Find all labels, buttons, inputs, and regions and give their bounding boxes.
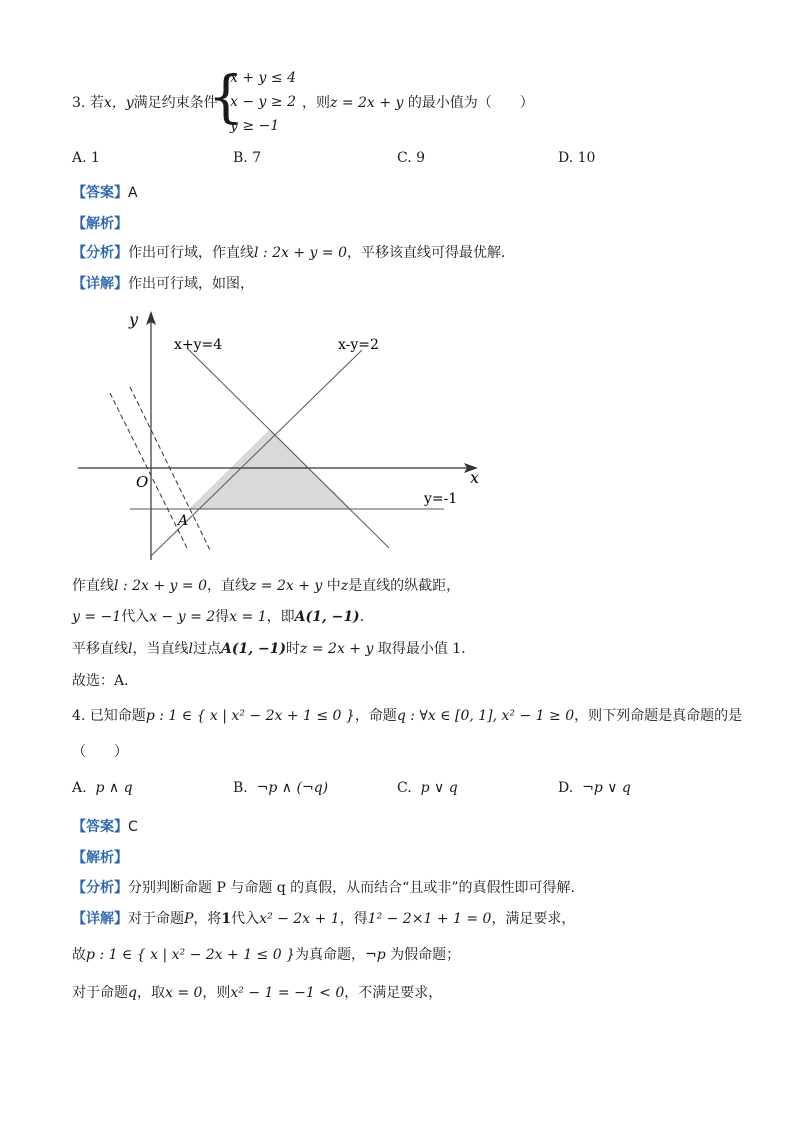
- q4-stem: 4. 已知命题p : 1 ∈ { x | x² − 2x + 1 ≤ 0 }，命题q : ∀x ∈ [0, 1], x² − 1 ≥ 0，则下列命题是真命题的是: [72, 708, 743, 724]
- q3-fenxi: 【分析】作出可行域，作直线l : 2x + y = 0，平移该直线可得最优解．: [72, 245, 515, 261]
- q4-option-a[interactable]: A. p ∧ q: [72, 780, 133, 796]
- constraint-2: x − y ≥ 2: [230, 94, 296, 110]
- q4-paren: （ ）: [72, 744, 128, 760]
- q3-xiangjie: 【详解】作出可行域，如图，: [72, 276, 254, 292]
- option-a[interactable]: A. 1: [72, 150, 100, 166]
- q3-analysis-heading: 【解析】: [72, 216, 128, 232]
- line-x-plus-y-4: [187, 348, 389, 548]
- line1-label: x+y=4: [174, 337, 223, 353]
- y-axis-label: y: [129, 310, 139, 329]
- line2-label: x-y=2: [338, 337, 379, 353]
- option-d[interactable]: D. 10: [558, 150, 596, 166]
- feasible-region-graph: [72, 305, 492, 565]
- constraint-3: y ≥ −1: [230, 118, 280, 134]
- dashed-line-l: [110, 393, 188, 550]
- q4-option-b[interactable]: B. ¬p ∧ (¬q): [233, 780, 329, 796]
- q4-detail-line-2: 故p : 1 ∈ { x | x² − 2x + 1 ≤ 0 }为真命题，¬p 为假命题；: [72, 947, 461, 963]
- q3-stem-tail: ，则z = 2x + y 的最小值为（ ）: [302, 95, 534, 111]
- q4-fenxi: 【分析】分别判断命题 P 与命题 q 的真假，从而结合“且或非”的真假性即可得解.: [72, 880, 575, 896]
- option-c[interactable]: C. 9: [397, 150, 426, 166]
- q3-answer: 【答案】A: [72, 185, 138, 201]
- q4-xiangjie: 【详解】对于命题P，将1代入x² − 2x + 1，得1² − 2×1 + 1 = 0，满足要求，: [72, 911, 576, 927]
- q4-analysis-heading: 【解析】: [72, 850, 128, 866]
- q4-answer: 【答案】C: [72, 819, 138, 835]
- q4-option-c[interactable]: C. p ∨ q: [397, 780, 458, 796]
- constraint-1: x + y ≤ 4: [230, 70, 296, 86]
- q3-detail-line-3: 平移直线l，当直线l过点A(1, −1)时z = 2x + y 取得最小值 1．: [72, 641, 476, 657]
- q4-detail-line-3: 对于命题q，取x = 0，则x² − 1 = −1 < 0，不满足要求，: [72, 985, 443, 1001]
- line3-label: y=-1: [424, 491, 458, 507]
- option-b[interactable]: B. 7: [233, 150, 262, 166]
- question-number: 3.: [72, 95, 86, 111]
- feasible-region: [189, 429, 351, 509]
- x-axis-label: x: [470, 468, 480, 487]
- q3-choice: 故选：A．: [72, 673, 139, 689]
- question-number: 4.: [72, 708, 86, 724]
- q3-detail-line-2: y = −1代入x − y = 2得x = 1，即A(1, −1)．: [72, 609, 374, 625]
- origin-label: O: [136, 473, 149, 491]
- constraint-brace: {: [208, 65, 244, 130]
- q4-option-d[interactable]: D. ¬p ∨ q: [558, 780, 631, 796]
- constraint-system: [230, 66, 296, 138]
- q3-stem: 3. 若x，y满足约束条件: [72, 95, 218, 111]
- q3-detail-line-1: 作直线l : 2x + y = 0，直线z = 2x + y 中z是直线的纵截距，: [72, 578, 461, 594]
- point-a-label: A: [178, 513, 189, 529]
